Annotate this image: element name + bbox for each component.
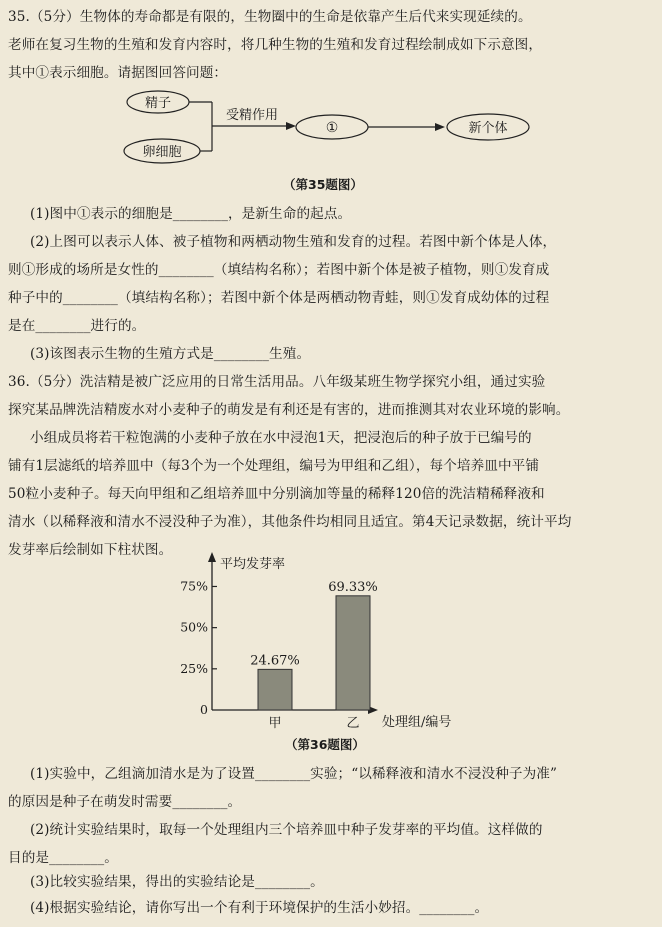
y-tick-label-3: 75% [180, 578, 208, 594]
q35-intro-line-2: 老师在复习生物的生殖和发育内容时，将几种生物的生殖和发育过程绘制成如下示意图， [8, 37, 543, 53]
q36-chart-caption: （第36题图） [285, 737, 365, 752]
q36-question-1: (1)实验中，乙组滴加清水是为了设置________实验；“以稀释液和清水不浸没种子为准” [30, 766, 558, 782]
q36-method-line-3: 50粒小麦种子。每天向甲组和乙组培养皿中分别滴加等量的稀释120倍的洗洁精稀释液和 [8, 486, 545, 502]
q36-method-line-4: 清水（以稀释液和清水不浸没种子为准），其他条件均相同且适宜。第4天记录数据，统计平均 [8, 514, 572, 530]
category-label-1: 乙 [346, 716, 360, 731]
q36-method-line-2: 铺有1层滤纸的培养皿中（每3个为一个处理组，编号为甲组和乙组），每个培养皿中平铺 [8, 458, 540, 474]
fertilization-label: 受精作用 [225, 108, 279, 123]
reproduction-flow-diagram [0, 86, 560, 176]
bar-1 [336, 596, 370, 710]
bar-value-label-0: 24.67% [250, 653, 300, 669]
q35-question-1: (1)图中①表示的细胞是________，是新生命的起点。 [30, 206, 352, 222]
germination-bar-chart [170, 550, 490, 750]
q36-intro-line-1: 36.（5分）洗洁精是被广泛应用的日常生活用品。八年级某班生物学探究小组，通过实验 [8, 374, 546, 390]
q35-question-2-cont-1: 则①形成的场所是女性的________（填结构名称）；若图中新个体是被子植物，则①发育成 [8, 262, 550, 278]
bar-value-label-1: 69.33% [328, 579, 378, 595]
development-arrow-head [435, 123, 445, 131]
fertilization-arrow-head [286, 122, 296, 130]
q35-question-2-cont-2: 种子中的________（填结构名称）；若图中新个体是两栖动物青蛙，则①发育成幼体的过程 [8, 290, 550, 306]
q36-intro-line-2: 探究某品牌洗洁精废水对小麦种子的萌发是有利还是有害的，进而推测其对农业环境的影响。 [8, 402, 570, 418]
y-axis-arrow [208, 552, 216, 562]
egg-label: 卵细胞 [142, 145, 182, 160]
q36-question-2-cont: 目的是________。 [8, 850, 118, 866]
q35-question-3: (3)该图表示生物的生殖方式是________生殖。 [30, 346, 311, 362]
q35-intro-line-3: 其中①表示细胞。请据图回答问题： [8, 65, 228, 81]
y-axis-label: 平均发芽率 [220, 557, 286, 572]
y-tick-label-1: 25% [180, 660, 208, 676]
q35-question-2: (2)上图可以表示人体、被子植物和两栖动物生殖和发育的过程。若图中新个体是人体， [30, 234, 557, 250]
q36-method-line-1: 小组成员将若干粒饱满的小麦种子放在水中浸泡1天，把浸泡后的种子放于已编号的 [30, 430, 532, 446]
q35-question-2-cont-3: 是在________进行的。 [8, 318, 146, 334]
category-label-0: 甲 [268, 716, 282, 731]
q36-question-4: (4)根据实验结论，请你写出一个有利于环境保护的生活小妙招。________。 [30, 900, 489, 916]
q35-diagram-caption: （第35题图） [283, 177, 363, 192]
q36-question-3: (3)比较实验结果，得出的实验结论是________。 [30, 874, 324, 890]
q35-intro-line-1: 35.（5分）生物体的寿命都是有限的，生物圈中的生命是依靠产生后代来实现延续的。 [8, 9, 532, 25]
x-axis-label: 处理组/编号 [382, 715, 452, 730]
q36-question-1-cont: 的原因是种子在萌发时需要________。 [8, 794, 242, 810]
q36-question-2: (2)统计实验结果时，取每一个处理组内三个培养皿中种子发芽率的平均值。这样做的 [30, 822, 543, 838]
sperm-label: 精子 [144, 96, 172, 111]
zygote-label: ① [325, 120, 339, 136]
bar-0 [258, 669, 292, 710]
y-tick-label-0: 0 [200, 702, 208, 717]
y-tick-label-2: 50% [180, 619, 208, 635]
q36-method-line-5: 发芽率后绘制如下柱状图。 [8, 542, 173, 558]
new-individual-label: 新个体 [468, 121, 508, 136]
